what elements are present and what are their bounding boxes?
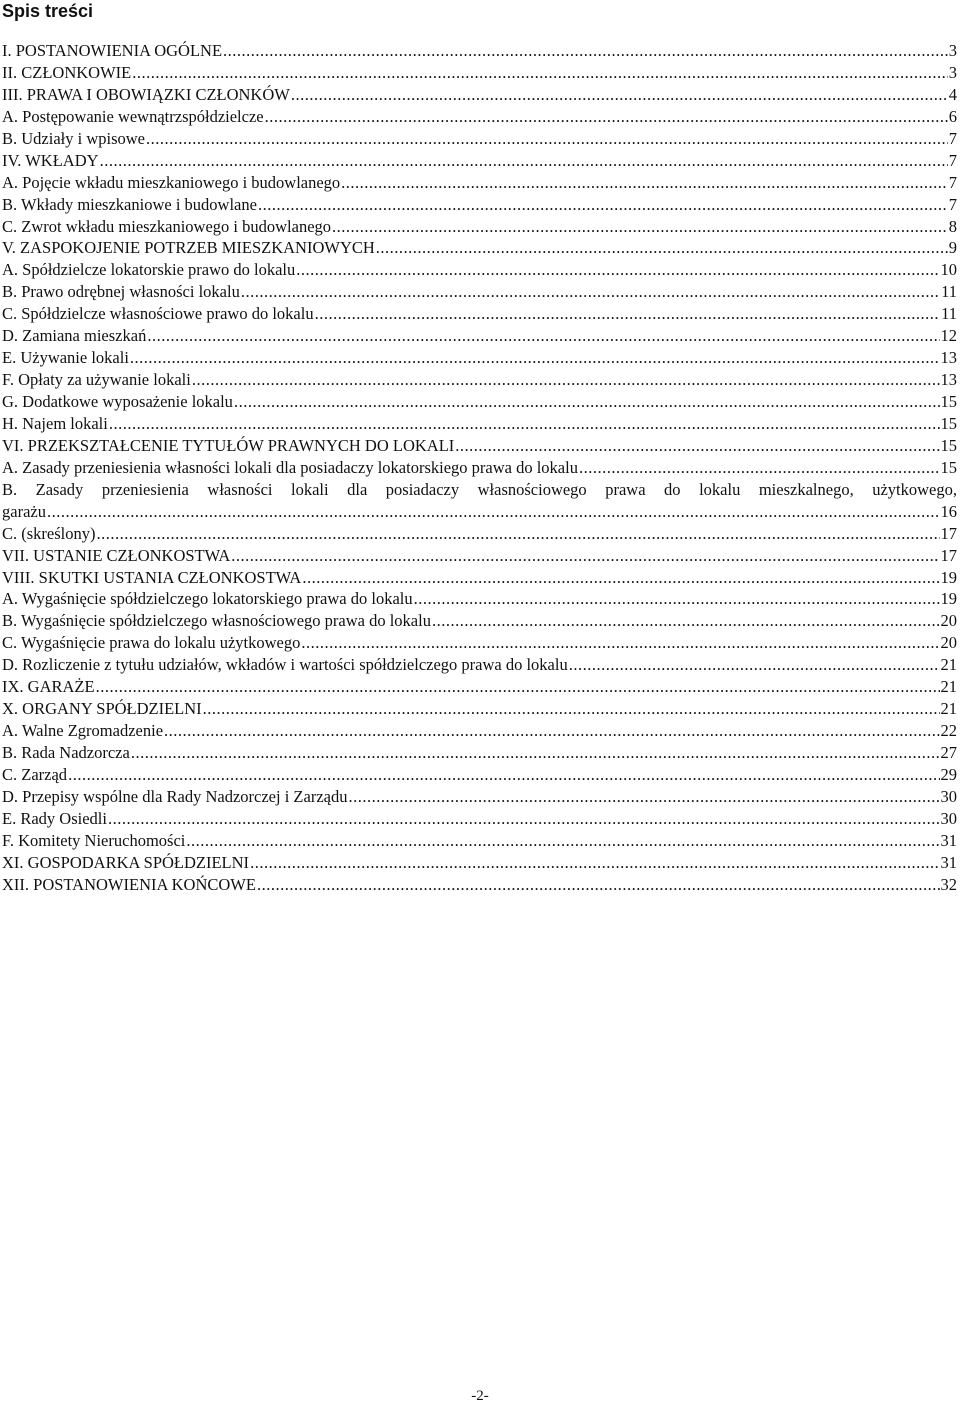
dot-leader bbox=[455, 435, 939, 457]
toc-entry[interactable] bbox=[2, 172, 957, 194]
dot-leader bbox=[234, 391, 940, 413]
toc-entry-page: 21 bbox=[940, 677, 957, 697]
toc-entry-page: 8 bbox=[948, 216, 957, 236]
toc-entry-page: 27 bbox=[940, 743, 957, 763]
toc-entry-label: C. Wygaśnięcie prawa do lokalu użytkowego bbox=[2, 633, 301, 653]
toc-entry-label: H. Najem lokali bbox=[2, 413, 108, 433]
toc-entry-page: 17 bbox=[940, 545, 957, 565]
toc-entry[interactable] bbox=[2, 391, 957, 413]
dot-leader bbox=[291, 84, 948, 106]
toc-entry[interactable] bbox=[2, 194, 957, 216]
toc-entry-label: A. Postępowanie wewnątrzspółdzielcze bbox=[2, 106, 264, 126]
dot-leader bbox=[130, 347, 940, 369]
toc-entry-page: 31 bbox=[940, 852, 957, 872]
toc-entry[interactable] bbox=[2, 742, 957, 764]
toc-entry[interactable] bbox=[2, 281, 957, 303]
toc-entry[interactable] bbox=[2, 676, 957, 698]
toc-entry-label-continued: garażu bbox=[2, 501, 46, 521]
toc-entry-page: 4 bbox=[948, 84, 957, 104]
toc-entry-page: 11 bbox=[941, 282, 957, 302]
dot-leader bbox=[100, 150, 948, 172]
toc-entry[interactable] bbox=[2, 303, 957, 325]
toc-entry-label: V. ZASPOKOJENIE POTRZEB MIESZKANIOWYCH bbox=[2, 238, 375, 258]
dot-leader bbox=[192, 369, 940, 391]
toc-entry[interactable] bbox=[2, 610, 957, 632]
toc-entry-label: G. Dodatkowe wyposażenie lokalu bbox=[2, 392, 233, 411]
toc-entry-page: 3 bbox=[948, 41, 957, 60]
dot-leader bbox=[97, 523, 940, 545]
dot-leader bbox=[265, 106, 948, 128]
toc-entry[interactable] bbox=[2, 764, 957, 786]
toc-entry[interactable] bbox=[2, 216, 957, 238]
dot-leader bbox=[315, 303, 941, 325]
dot-leader bbox=[414, 588, 940, 610]
toc-entry-page: 21 bbox=[940, 655, 957, 675]
dot-leader bbox=[257, 874, 940, 896]
toc-entry-label: F. Komitety Nieruchomości bbox=[2, 830, 186, 850]
page-title: Spis treści bbox=[2, 1, 94, 21]
toc-entry[interactable] bbox=[2, 720, 957, 742]
toc-entry[interactable] bbox=[2, 369, 957, 391]
toc-entry[interactable] bbox=[2, 852, 957, 874]
toc-entry-label: II. CZŁONKOWIE bbox=[2, 62, 132, 82]
dot-leader bbox=[432, 610, 940, 632]
dot-leader bbox=[241, 281, 940, 303]
toc-entry-page: 10 bbox=[940, 260, 957, 280]
toc-entry-page: 21 bbox=[940, 699, 957, 719]
dot-leader bbox=[68, 764, 939, 786]
toc-entry-label: B. Zasady przeniesienia własności lokali dla posiadaczy własnościowego prawa do lokalu mieszkalnego, użytkowego, bbox=[2, 479, 957, 499]
toc-entry-label: A. Wygaśnięcie spółdzielczego lokatorskiego prawa do lokalu bbox=[2, 589, 413, 609]
toc-entry-label: F. Opłaty za używanie lokali bbox=[2, 370, 191, 390]
toc-entry-page: 7 bbox=[948, 172, 957, 192]
dot-leader bbox=[341, 172, 948, 194]
toc-entry-label: C. Zarząd bbox=[2, 764, 68, 784]
toc-entry-label: C. (skreślony) bbox=[2, 523, 96, 543]
toc-entry-label: IX. GARAŻE bbox=[2, 677, 95, 697]
dot-leader bbox=[231, 545, 939, 567]
toc-entry-page: 15 bbox=[940, 457, 957, 477]
toc-entry-page: 6 bbox=[948, 106, 957, 126]
toc-entry-page: 16 bbox=[940, 501, 957, 521]
toc-entry-label: III. PRAWA I OBOWIĄZKI CZŁONKÓW bbox=[2, 84, 290, 104]
dot-leader bbox=[332, 216, 948, 238]
dot-leader bbox=[579, 457, 940, 479]
toc-entry[interactable] bbox=[2, 413, 957, 435]
dot-leader bbox=[223, 40, 948, 62]
table-of-contents bbox=[2, 40, 957, 896]
toc-entry[interactable] bbox=[2, 479, 957, 523]
dot-leader bbox=[47, 501, 940, 523]
dot-leader bbox=[108, 808, 940, 830]
toc-entry-label: VII. USTANIE CZŁONKOSTWA bbox=[2, 545, 231, 565]
toc-entry-label: B. Wkłady mieszkaniowe i budowlane bbox=[2, 194, 257, 214]
toc-entry-page: 19 bbox=[940, 567, 957, 587]
dot-leader bbox=[132, 62, 948, 84]
toc-entry[interactable] bbox=[2, 150, 957, 172]
toc-entry[interactable] bbox=[2, 237, 957, 259]
toc-entry-page: 30 bbox=[940, 808, 957, 828]
toc-entry[interactable] bbox=[2, 457, 957, 479]
toc-entry[interactable] bbox=[2, 654, 957, 676]
dot-leader bbox=[146, 128, 948, 150]
toc-entry[interactable] bbox=[2, 84, 957, 106]
dot-leader bbox=[258, 194, 948, 216]
dot-leader bbox=[250, 852, 939, 874]
toc-entry-label: A. Pojęcie wkładu mieszkaniowego i budowlanego bbox=[2, 172, 341, 192]
toc-entry-label: E. Rady Osiedli bbox=[2, 808, 107, 828]
toc-entry-label: XI. GOSPODARKA SPÓŁDZIELNI bbox=[2, 852, 250, 872]
toc-entry-label: A. Zasady przeniesienia własności lokali dla posiadaczy lokatorskiego prawa do lokalu bbox=[2, 457, 578, 477]
toc-entry-page: 15 bbox=[940, 392, 957, 411]
dot-leader bbox=[131, 742, 940, 764]
toc-entry[interactable] bbox=[2, 347, 957, 369]
toc-entry-page: 22 bbox=[940, 721, 957, 741]
dot-leader bbox=[203, 698, 940, 720]
dot-leader bbox=[164, 720, 939, 742]
toc-entry[interactable] bbox=[2, 874, 957, 896]
toc-entry-page: 13 bbox=[940, 370, 957, 390]
toc-entry-label: B. Prawo odrębnej własności lokalu bbox=[2, 282, 240, 302]
toc-entry[interactable] bbox=[2, 523, 957, 545]
toc-entry-label: B. Udziały i wpisowe bbox=[2, 128, 145, 148]
toc-entry[interactable] bbox=[2, 698, 957, 720]
toc-entry[interactable] bbox=[2, 588, 957, 610]
toc-entry-page: 32 bbox=[940, 874, 957, 894]
toc-entry-page: 3 bbox=[948, 62, 957, 82]
toc-entry-label: C. Zwrot wkładu mieszkaniowego i budowlanego bbox=[2, 216, 332, 236]
toc-entry-page: 19 bbox=[940, 589, 957, 609]
toc-entry-page: 31 bbox=[940, 830, 957, 850]
toc-entry-label: D. Zamiana mieszkań bbox=[2, 326, 147, 346]
toc-entry-page: 20 bbox=[940, 611, 957, 631]
toc-entry-label: VIII. SKUTKI USTANIA CZŁONKOSTWA bbox=[2, 567, 302, 587]
dot-leader bbox=[376, 237, 948, 259]
dot-leader bbox=[186, 830, 939, 852]
toc-entry-label: I. POSTANOWIENIA OGÓLNE bbox=[2, 41, 223, 60]
toc-entry-label: D. Przepisy wspólne dla Rady Nadzorczej i Zarządu bbox=[2, 786, 348, 806]
toc-entry-label: B. Wygaśnięcie spółdzielczego własnościowego prawa do lokalu bbox=[2, 611, 431, 631]
toc-entry[interactable] bbox=[2, 545, 957, 567]
toc-entry-page: 29 bbox=[940, 764, 957, 784]
toc-entry[interactable] bbox=[2, 128, 957, 150]
toc-entry[interactable] bbox=[2, 786, 957, 808]
toc-entry[interactable] bbox=[2, 567, 957, 589]
dot-leader bbox=[96, 676, 940, 698]
toc-entry-page: 7 bbox=[948, 150, 957, 170]
toc-entry-label: E. Używanie lokali bbox=[2, 348, 129, 368]
dot-leader bbox=[147, 325, 939, 347]
toc-entry-label: VI. PRZEKSZTAŁCENIE TYTUŁÓW PRAWNYCH DO LOKALI bbox=[2, 435, 455, 455]
toc-entry-page: 13 bbox=[940, 348, 957, 368]
toc-entry-page: 20 bbox=[940, 633, 957, 653]
dot-leader bbox=[569, 654, 940, 676]
dot-leader bbox=[302, 567, 939, 589]
dot-leader bbox=[296, 259, 939, 281]
toc-entry[interactable] bbox=[2, 259, 957, 281]
dot-leader bbox=[348, 786, 939, 808]
toc-entry-label: A. Spółdzielcze lokatorskie prawo do lokalu bbox=[2, 260, 296, 280]
toc-entry-label: A. Walne Zgromadzenie bbox=[2, 721, 164, 741]
toc-entry[interactable] bbox=[2, 632, 957, 654]
toc-entry[interactable] bbox=[2, 830, 957, 852]
toc-entry-page: 30 bbox=[940, 786, 957, 806]
toc-entry[interactable] bbox=[2, 325, 957, 347]
toc-entry-page: 15 bbox=[940, 413, 957, 433]
page-number: -2- bbox=[471, 1388, 489, 1404]
toc-entry[interactable] bbox=[2, 40, 957, 62]
toc-entry[interactable] bbox=[2, 435, 957, 457]
toc-entry-label: D. Rozliczenie z tytułu udziałów, wkładów i wartości spółdzielczego prawa do lokalu bbox=[2, 655, 568, 675]
toc-entry-page: 12 bbox=[940, 326, 957, 346]
toc-entry[interactable] bbox=[2, 106, 957, 128]
toc-entry[interactable] bbox=[2, 62, 957, 84]
toc-entry-page: 11 bbox=[941, 304, 957, 324]
toc-entry-page: 17 bbox=[940, 523, 957, 543]
toc-entry-label: X. ORGANY SPÓŁDZIELNI bbox=[2, 699, 202, 719]
toc-entry-page: 15 bbox=[940, 435, 957, 455]
dot-leader bbox=[301, 632, 939, 654]
toc-entry-label: C. Spółdzielcze własnościowe prawo do lokalu bbox=[2, 304, 314, 324]
toc-entry-label: XII. POSTANOWIENIA KOŃCOWE bbox=[2, 874, 256, 894]
dot-leader bbox=[109, 413, 940, 435]
toc-entry-page: 9 bbox=[948, 238, 957, 258]
toc-entry-page: 7 bbox=[948, 128, 957, 148]
toc-entry-label: B. Rada Nadzorcza bbox=[2, 743, 130, 763]
toc-entry[interactable] bbox=[2, 808, 957, 830]
toc-entry-page: 7 bbox=[948, 194, 957, 214]
toc-entry-label: IV. WKŁADY bbox=[2, 150, 99, 170]
